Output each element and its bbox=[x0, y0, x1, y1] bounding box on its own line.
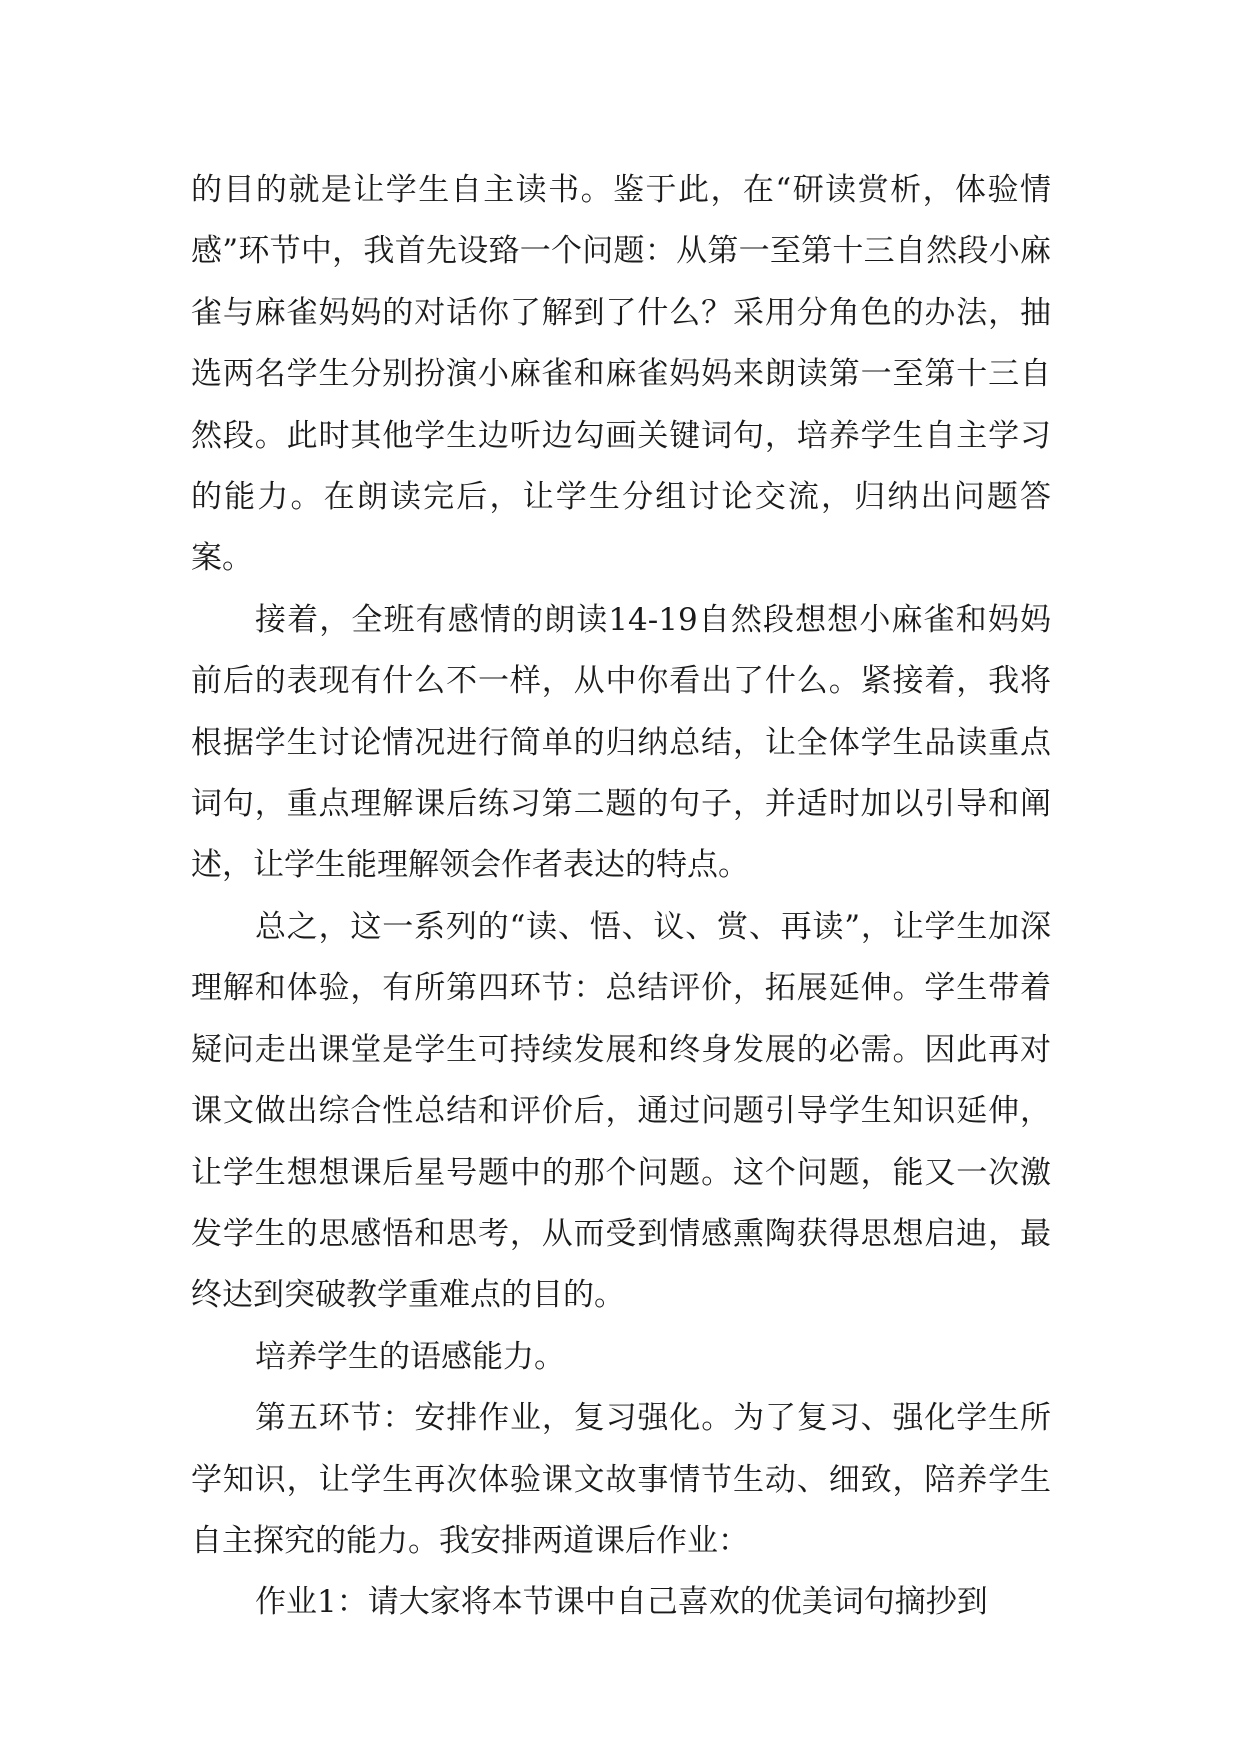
paragraph: 培养学生的语感能力。 bbox=[255, 1338, 565, 1375]
paragraph: 的目的就是让学生自主读书。鉴于此，在“研读赏析，体验情感”环节中，我首先设臵一个问题：从第一至第十三自然段小麻雀与麻雀妈妈的对话你了解到了什么？采用分角色的办法，抽选两名学生分别扮演小麻雀和麻雀妈妈来朗读第一至第十三自然段。此时其他学生边听边勾画关键词句，培养学生自主学习的能力。在朗读完后，让学生分组讨论交流，归纳出问题答案。 bbox=[191, 172, 1051, 577]
paragraph: 接着，全班有感情的朗读14-19自然段想想小麻雀和妈妈前后的表现有什么不一样，从中你看出了什么。紧接着，我将根据学生讨论情况进行简单的归纳总结，让全体学生品读重点词句，重点理解课后练习第二题的句子，并适时加以引导和阐述，让学生能理解领会作者表达的特点。 bbox=[191, 601, 1051, 884]
paragraph: 第五环节：安排作业，复习强化。为了复习、强化学生所学知识，让学生再次体验课文故事情节生动、细致，陪养学生自主探究的能力。我安排两道课后作业： bbox=[191, 1400, 1051, 1559]
paragraph: 作业1：请大家将本节课中自己喜欢的优美词句摘抄到 bbox=[255, 1584, 988, 1621]
document-body bbox=[191, 160, 1051, 1634]
paragraph: 总之，这一系列的“读、悟、议、赏、再读”，让学生加深理解和体验，有所第四环节：总结评价，拓展延伸。学生带着疑问走出课堂是学生可持续发展和终身发展的必需。因此再对课文做出综合性总结和评价后，通过问题引导学生知识延伸，让学生想想课后星号题中的那个问题。这个问题，能又一次激发学生的思感悟和思考，从而受到情感熏陶获得思想启迪，最终达到突破教学重难点的目的。 bbox=[191, 908, 1051, 1314]
